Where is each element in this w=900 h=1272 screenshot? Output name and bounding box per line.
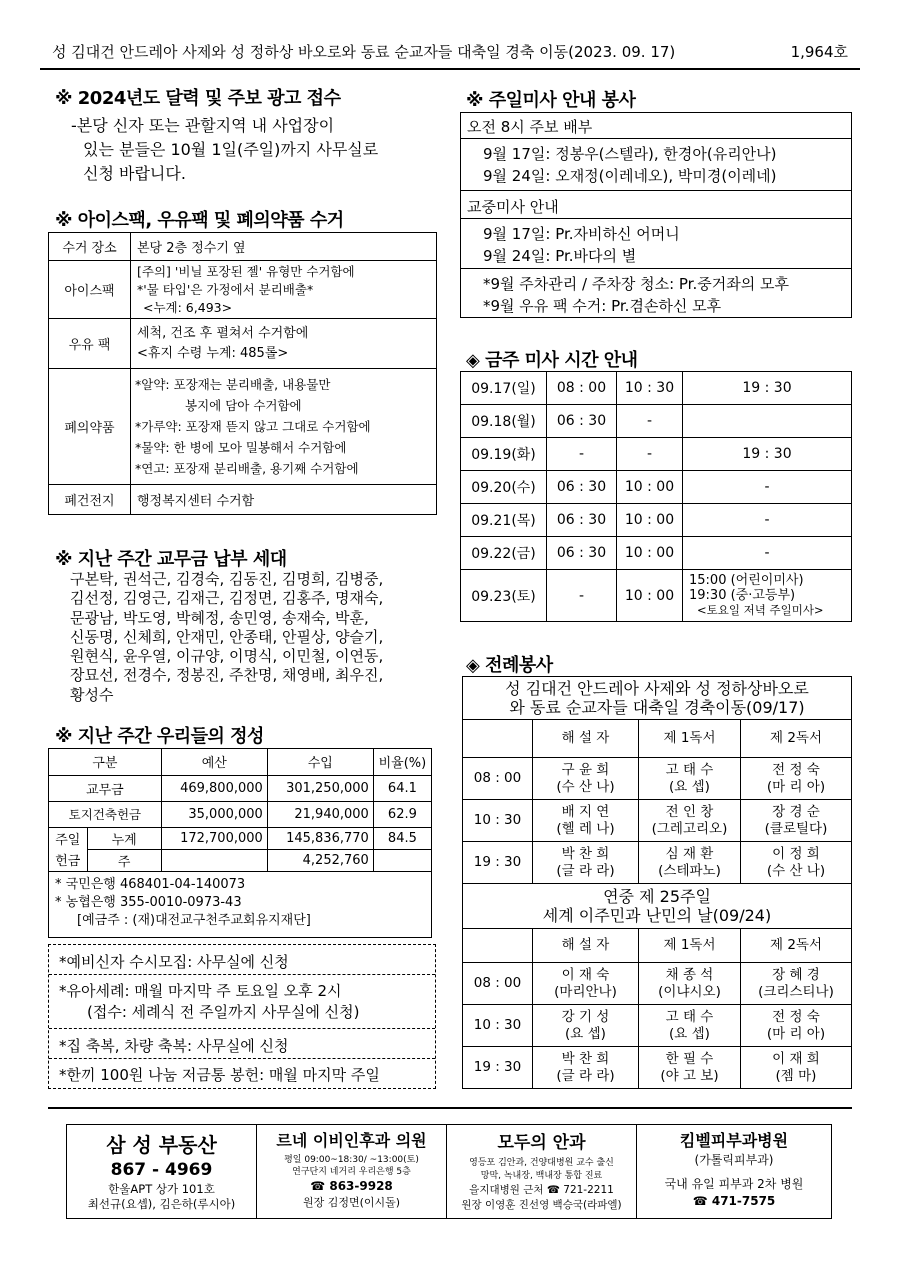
baptismal-name: (마 리 아) bbox=[766, 1025, 826, 1042]
ad-line: ☎ 863-9928 bbox=[310, 1179, 393, 1193]
time-cell: 19 : 30 bbox=[463, 842, 533, 884]
table-row bbox=[49, 801, 431, 827]
guide-subtitle: 오전 8시 주보 배부 bbox=[461, 113, 851, 139]
text-line: -본당 신자 또는 관할지역 내 사업장이 bbox=[71, 116, 335, 135]
row-text: [주의] '비닐 포장된 젤' 유형만 수거함에 bbox=[137, 263, 355, 279]
baptismal-name: (글 라 라) bbox=[556, 1067, 615, 1084]
ad-ent-clinic bbox=[257, 1125, 447, 1218]
table-row bbox=[463, 842, 852, 884]
table-row bbox=[49, 827, 431, 849]
time-cell: 10 : 00 bbox=[617, 471, 683, 504]
ad-line: 원장 이영훈 진선영 백승국(라파엘) bbox=[461, 1199, 622, 1211]
table-row bbox=[49, 849, 431, 871]
table-row bbox=[49, 369, 437, 485]
table-row bbox=[463, 1005, 852, 1047]
text-line: 신청 바랍니다. bbox=[83, 164, 186, 183]
notice-item: (접수: 세례식 전 주일까지 사무실에 신청) bbox=[87, 1003, 360, 1021]
minister-name: 심 재 환 bbox=[665, 845, 714, 862]
notices-box bbox=[48, 944, 436, 1089]
date-cell: 09.19(화) bbox=[461, 438, 547, 471]
row-sublabel: 주 bbox=[87, 849, 161, 871]
section-title: ※ 주일미사 안내 봉사 bbox=[466, 90, 636, 111]
date-cell: 09.23(토) bbox=[461, 570, 547, 622]
time-cell: 10 : 30 bbox=[617, 372, 683, 405]
liturgy-block-title: 성 김대건 안드레아 사제와 성 정하상바오로 bbox=[505, 679, 809, 698]
col-header: 제 2독서 bbox=[741, 929, 852, 963]
time-cell: - bbox=[617, 405, 683, 438]
ad-eye-clinic bbox=[447, 1125, 637, 1218]
bank-line: [예금주 : (재)대전교구천주교회유지재단] bbox=[77, 912, 311, 928]
guide-subtitle: 교중미사 안내 bbox=[461, 191, 851, 219]
ratio-cell: 84.5 bbox=[373, 827, 431, 849]
liturgy-table bbox=[462, 676, 852, 1089]
date-cell: 09.20(수) bbox=[461, 471, 547, 504]
baptismal-name: (헬 레 나) bbox=[556, 820, 615, 837]
row-text: <휴지 수령 누계: 485롤> bbox=[137, 345, 289, 361]
time-cell: - bbox=[547, 438, 617, 471]
ad-name: 르네 이비인후과 의원 bbox=[276, 1131, 427, 1150]
row-label: 폐의약품 bbox=[49, 369, 131, 485]
bank-info bbox=[49, 872, 431, 930]
minister-name: 이 정 희 bbox=[772, 845, 820, 862]
minister-name: 전 인 창 bbox=[665, 803, 714, 820]
table-row bbox=[463, 800, 852, 842]
ratio-cell: 62.9 bbox=[373, 801, 431, 827]
col-header: 수입 bbox=[267, 749, 373, 775]
table-row bbox=[49, 233, 437, 261]
time-cell: 08 : 00 bbox=[463, 758, 533, 800]
notice-item: *집 축복, 차량 축복: 사무실에 신청 bbox=[49, 1029, 435, 1059]
minister-name: 박 찬 희 bbox=[561, 1050, 610, 1067]
ad-line: 을지대병원 근처 ☎ 721-2211 bbox=[469, 1184, 614, 1196]
baptismal-name: (수 산 나) bbox=[766, 862, 826, 879]
guide-line: 9월 17일: 정봉우(스텔라), 한경아(유리안나) bbox=[483, 145, 777, 163]
minister-name: 강 기 성 bbox=[561, 1008, 610, 1025]
guide-line: 9월 17일: Pr.자비하신 어머니 bbox=[483, 225, 680, 243]
sat-mass-line: <토요일 저녁 주일미사> bbox=[697, 603, 824, 617]
bulletin-title: 성 김대건 안드레아 사제와 성 정하상 바오로와 동료 순교자들 대축일 경축 이동(2023. 09. 17) bbox=[52, 43, 676, 61]
names-line: 구본탁, 권석근, 김경숙, 김동진, 김명희, 김병중, bbox=[70, 570, 384, 588]
ad-dermatology bbox=[637, 1125, 831, 1218]
ad-phone: 867 - 4969 bbox=[110, 1160, 213, 1180]
row-label: 수거 장소 bbox=[49, 233, 131, 261]
section-title: ※ 지난 주간 우리들의 정성 bbox=[55, 726, 264, 747]
table-row bbox=[463, 758, 852, 800]
time-cell: 19 : 30 bbox=[463, 1047, 533, 1089]
time-cell: 19 : 30 bbox=[683, 372, 852, 405]
table-row bbox=[463, 1047, 852, 1089]
ad-line: 평일 09:00~18:30/ ~13:00(토) bbox=[284, 1155, 419, 1165]
minister-name: 장 경 순 bbox=[772, 803, 820, 820]
baptismal-name: (크리스티나) bbox=[758, 983, 834, 1000]
row-label: 아이스팩 bbox=[49, 261, 131, 319]
bank-line: * 국민은행 468401-04-140073 bbox=[55, 876, 246, 892]
baptismal-name: (이냐시오) bbox=[658, 983, 721, 1000]
row-label: 토지건축헌금 bbox=[49, 801, 161, 827]
ad-line: 최선규(요셉), 김은하(루시아) bbox=[87, 1197, 236, 1211]
row-label: 폐건전지 bbox=[49, 485, 131, 515]
table-row bbox=[461, 372, 852, 405]
ad-line: 국내 유일 피부과 2차 병원 bbox=[664, 1177, 804, 1191]
baptismal-name: (글 라 라) bbox=[556, 862, 615, 879]
ad-name: 삼 성 부동산 bbox=[106, 1133, 217, 1157]
sat-mass-line: 15:00 (어린이미사) bbox=[689, 573, 804, 588]
ad-name: 모두의 안과 bbox=[497, 1133, 586, 1153]
baptismal-name: (젬 마) bbox=[775, 1067, 817, 1084]
row-label: 주일 bbox=[49, 827, 87, 849]
minister-name: 전 정 숙 bbox=[772, 761, 820, 778]
liturgy-block-title: 와 동료 순교자들 대축일 경축이동(09/17) bbox=[509, 698, 805, 717]
section-title: ◈ 전례봉사 bbox=[466, 655, 553, 676]
time-cell: 10 : 30 bbox=[463, 1005, 533, 1047]
notice-item: *한끼 100원 나눔 저금통 봉헌: 매월 마지막 주일 bbox=[59, 1066, 380, 1084]
names-line: 신동명, 신체희, 안재민, 안종태, 안필상, 양슬기, bbox=[70, 627, 384, 646]
time-cell: 06 : 30 bbox=[547, 471, 617, 504]
budget-cell: 469,800,000 bbox=[161, 775, 267, 801]
section-title: ※ 지난 주간 교무금 납부 세대 bbox=[55, 549, 287, 570]
names-line: 김선정, 김영근, 김재근, 김정면, 김홍주, 명재숙, bbox=[70, 589, 384, 608]
time-cell: 10 : 00 bbox=[617, 537, 683, 570]
date-cell: 09.17(일) bbox=[461, 372, 547, 405]
minister-name: 배 지 연 bbox=[561, 803, 610, 820]
names-line: 원현식, 윤우열, 이규양, 이명식, 이민철, 이연동, bbox=[70, 647, 384, 666]
budget-cell: 35,000,000 bbox=[161, 801, 267, 827]
minister-name: 고 태 수 bbox=[665, 761, 714, 778]
budget-cell: 172,700,000 bbox=[161, 827, 267, 849]
table-row bbox=[49, 261, 437, 319]
names-line: 황성수 bbox=[70, 685, 114, 704]
income-cell: 145,836,770 bbox=[267, 827, 373, 849]
col-header: 구분 bbox=[49, 749, 161, 775]
col-header: 제 2독서 bbox=[741, 720, 852, 758]
col-header: 해 설 자 bbox=[533, 720, 639, 758]
col-header: 해 설 자 bbox=[533, 929, 639, 963]
time-cell: 06 : 30 bbox=[547, 504, 617, 537]
ad-line: 영등포 김안과, 건양대병원 교수 출신 bbox=[469, 1158, 614, 1168]
guide-line: 9월 24일: Pr.바다의 별 bbox=[483, 247, 637, 265]
col-header: 예산 bbox=[161, 749, 267, 775]
time-cell: 08 : 00 bbox=[547, 372, 617, 405]
table-row bbox=[461, 405, 852, 438]
table-row bbox=[49, 319, 437, 369]
baptismal-name: (스테파노) bbox=[658, 862, 721, 879]
minister-name: 채 종 석 bbox=[665, 966, 714, 983]
names-line: 문광남, 박도영, 박혜정, 송민영, 송재숙, 박훈, bbox=[70, 608, 369, 627]
minister-name: 이 재 숙 bbox=[561, 966, 610, 983]
minister-name: 고 태 수 bbox=[665, 1008, 714, 1025]
section-title: ※ 2024년도 달력 및 주보 광고 접수 bbox=[55, 88, 341, 109]
baptismal-name: (그레고리오) bbox=[651, 820, 728, 837]
baptismal-name: (마 리 아) bbox=[766, 778, 826, 795]
guide-line: *9월 우유 팩 수거: Pr.겸손하신 모후 bbox=[483, 297, 722, 315]
dues-names bbox=[70, 570, 445, 705]
time-cell: - bbox=[617, 438, 683, 471]
ad-line: (가톨릭피부과) bbox=[694, 1153, 774, 1167]
time-cell: - bbox=[683, 537, 852, 570]
time-cell: 06 : 30 bbox=[547, 405, 617, 438]
time-cell: 10 : 00 bbox=[617, 504, 683, 537]
row-text: 세척, 건조 후 펼쳐서 수거함에 bbox=[137, 325, 309, 341]
minister-name: 구 윤 희 bbox=[561, 761, 610, 778]
ad-line: 한울APT 상가 101호 bbox=[108, 1182, 215, 1196]
minister-name: 장 혜 경 bbox=[772, 966, 820, 983]
minister-name: 이 재 희 bbox=[772, 1050, 820, 1067]
row-sublabel: 누계 bbox=[87, 827, 161, 849]
table-row bbox=[461, 537, 852, 570]
col-header: 제 1독서 bbox=[639, 720, 741, 758]
baptismal-name: (수 산 나) bbox=[556, 778, 615, 795]
minister-name: 전 정 숙 bbox=[772, 1008, 820, 1025]
time-cell: - bbox=[547, 570, 617, 622]
minister-name: 한 필 수 bbox=[665, 1050, 714, 1067]
col-header: 비율(%) bbox=[373, 749, 431, 775]
baptismal-name: (요 셉) bbox=[669, 778, 710, 795]
offering-box bbox=[48, 748, 432, 938]
table-row bbox=[461, 438, 852, 471]
page-header bbox=[40, 40, 860, 70]
ad-line: 망막, 녹내장, 백내장 통합 진료 bbox=[480, 1171, 603, 1181]
ad-line: ☎ 471-7575 bbox=[692, 1194, 776, 1208]
time-cell: - bbox=[683, 471, 852, 504]
row-text: *'물 타입'은 가정에서 분리배출* bbox=[137, 281, 314, 297]
row-text: *연고: 포장재 분리배출, 용기째 수거함에 bbox=[135, 461, 359, 476]
ad-realestate bbox=[67, 1125, 257, 1218]
liturgy-block-title: 연중 제 25주일 bbox=[603, 887, 711, 906]
baptismal-name: (야 고 보) bbox=[660, 1067, 719, 1084]
table-row bbox=[49, 775, 431, 801]
bank-line: * 농협은행 355-0010-0973-43 bbox=[55, 894, 242, 910]
table-row bbox=[463, 963, 852, 1005]
collection-table bbox=[48, 232, 437, 515]
time-cell: 10 : 30 bbox=[463, 800, 533, 842]
notice-item: *예비신자 수시모집: 사무실에 신청 bbox=[49, 945, 435, 975]
guide-line: 9월 24일: 오재정(이레네오), 박미경(이레네) bbox=[483, 167, 777, 185]
time-cell: - bbox=[683, 504, 852, 537]
row-text: 봉지에 담아 수거함에 bbox=[185, 398, 302, 413]
table-row bbox=[49, 485, 437, 515]
col-header: 제 1독서 bbox=[639, 929, 741, 963]
time-cell: 06 : 30 bbox=[547, 537, 617, 570]
minister-name: 박 찬 희 bbox=[561, 845, 610, 862]
table-row bbox=[461, 471, 852, 504]
income-cell: 4,252,760 bbox=[267, 849, 373, 871]
footer-divider bbox=[48, 1107, 852, 1109]
row-label: 헌금 bbox=[49, 849, 87, 871]
baptismal-name: (요 셉) bbox=[669, 1025, 710, 1042]
date-cell: 09.18(월) bbox=[461, 405, 547, 438]
calendar-ad-section bbox=[55, 84, 445, 186]
time-cell: 08 : 00 bbox=[463, 963, 533, 1005]
ad-line: 원장 김정면(이시돌) bbox=[302, 1196, 401, 1209]
time-cell: 10 : 00 bbox=[617, 570, 683, 622]
baptismal-name: (요 셉) bbox=[565, 1025, 606, 1042]
mass-table bbox=[460, 371, 852, 622]
issue-number: 1,964호 bbox=[790, 43, 848, 61]
ad-line: 연구단지 네거리 우리은행 5층 bbox=[292, 1167, 411, 1177]
table-row bbox=[461, 504, 852, 537]
time-cell bbox=[683, 405, 852, 438]
liturgy-block-title: 세계 이주민과 난민의 날(09/24) bbox=[542, 906, 772, 925]
sat-mass-line: 19:30 (중·고등부) bbox=[689, 588, 796, 603]
notice-item: *유아세례: 매월 마지막 주 토요일 오후 2시 bbox=[59, 982, 342, 1000]
date-cell: 09.21(목) bbox=[461, 504, 547, 537]
income-cell: 301,250,000 bbox=[267, 775, 373, 801]
names-line: 장묘선, 전경수, 정봉진, 주찬명, 채영배, 최우진, bbox=[70, 666, 384, 685]
guide-line: *9월 주차관리 / 주차장 청소: Pr.중거좌의 모후 bbox=[483, 275, 789, 293]
row-label: 우유 팩 bbox=[49, 319, 131, 369]
row-text: *가루약: 포장재 뜯지 않고 그대로 수거함에 bbox=[135, 419, 371, 434]
row-text: 행정복지센터 수거함 bbox=[131, 485, 437, 515]
ratio-cell: 64.1 bbox=[373, 775, 431, 801]
row-label: 교무금 bbox=[49, 775, 161, 801]
baptismal-name: (클로틸다) bbox=[764, 820, 828, 837]
row-text: *알약: 포장재는 분리배출, 내용물만 bbox=[135, 377, 331, 392]
time-cell: 19 : 30 bbox=[683, 438, 852, 471]
ad-name: 킴벨피부과병원 bbox=[679, 1131, 789, 1150]
row-text: 본당 2층 정수기 옆 bbox=[131, 233, 437, 261]
section-title: ◈ 금주 미사 시간 안내 bbox=[466, 350, 638, 371]
offering-table bbox=[49, 749, 431, 872]
baptismal-name: (마리안나) bbox=[554, 983, 617, 1000]
row-text: <누계: 6,493> bbox=[143, 299, 233, 315]
guide-box bbox=[460, 112, 852, 318]
section-title: ※ 아이스팩, 우유팩 및 폐의약품 수거 bbox=[55, 210, 344, 231]
date-cell: 09.22(금) bbox=[461, 537, 547, 570]
table-row bbox=[461, 570, 852, 622]
row-text: *물약: 한 병에 모아 밀봉해서 수거함에 bbox=[135, 440, 347, 455]
ads-bar bbox=[66, 1124, 832, 1219]
income-cell: 21,940,000 bbox=[267, 801, 373, 827]
text-line: 있는 분들은 10월 1일(주일)까지 사무실로 bbox=[83, 140, 379, 159]
